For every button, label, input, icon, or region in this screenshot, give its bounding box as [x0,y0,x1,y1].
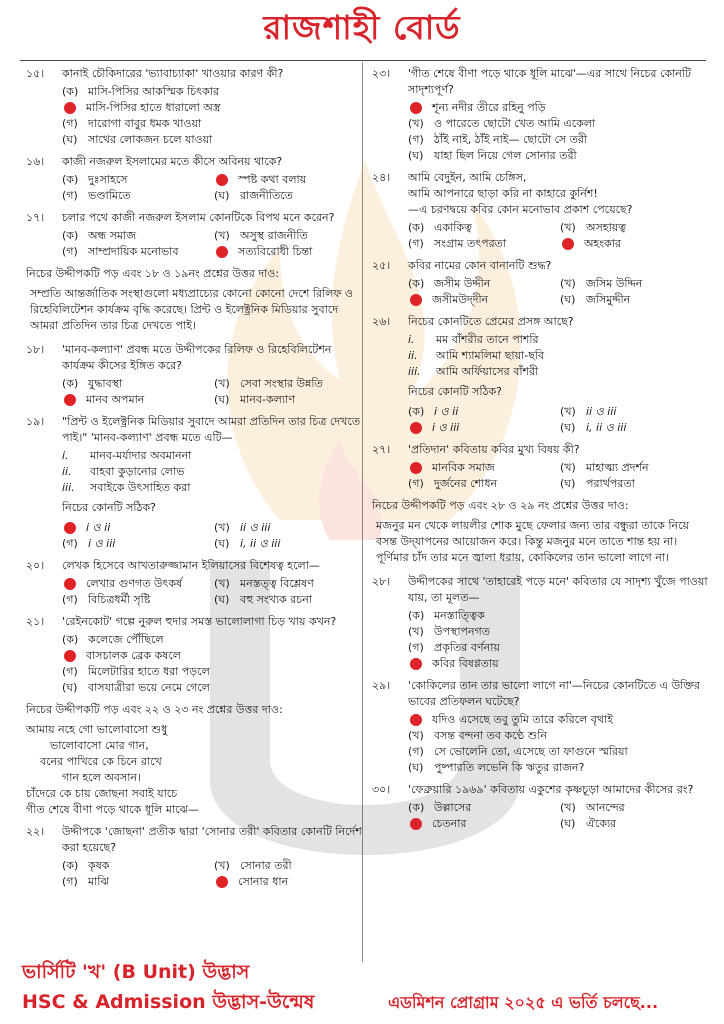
answer-marker-icon [216,876,228,888]
options-27 [372,460,712,492]
question-number: ২৬। [372,315,391,328]
option-a[interactable]: (ক) যুদ্ধাবস্থা [62,377,123,390]
option-a[interactable]: (ক) i ও ii [408,405,459,418]
options-16 [26,172,366,204]
option-b[interactable]: (খ) অসহায়ত্ব [560,221,627,234]
question-number: ২৩। [372,67,391,80]
question-number: ২০। [26,559,45,572]
stimulus-poem [26,722,366,818]
question-poem [408,170,712,218]
option-a[interactable]: (ক) দুঃসাহসে [62,173,128,186]
question-21 [26,614,366,630]
stimulus-instruction: নিচের উদ্দীপকটি পড় এবং ২২ ও ২৩ নং প্রশ্নের উত্তর দাও: [26,703,283,716]
option-b[interactable]: (খ) মাহাত্ম্য প্রদর্শন [560,461,649,474]
roman-item: ii. বাহবা কুড়ানোর লোভ [62,465,185,478]
option-b[interactable]: স্পষ্ট কথা বলায় [214,172,366,188]
option-c[interactable]: মানব অপমান [62,392,214,408]
footer-brand-label: HSC & Admission উদ্ভাস-উন্মেষ [22,991,315,1013]
answer-marker-icon [216,174,228,186]
question-number: ২৪। [372,171,391,184]
options-15 [26,84,366,148]
option-a[interactable]: (ক) অন্ধ সমাজ [62,229,137,242]
left-column [26,66,366,896]
option-c[interactable]: (গ) মিলেটারির হাতে ধরা পড়লে [62,665,210,678]
question-text: 'প্রতিদান' কবিতায় কবির মুখ্য বিষয় কী? [408,443,580,456]
question-number: ২৯। [372,679,391,692]
question-24 [372,170,712,218]
option-c[interactable]: (গ) সংগ্রাম তৎপরতা [408,237,507,250]
option-a[interactable]: (ক) একাকিত্ব [408,221,472,234]
question-25 [372,258,712,274]
question-text: 'ফেব্রুয়ারি ১৯৬৯' কবিতায় একুশের কৃষ্ণচূড়া আমাদের কীসের রং? [408,783,694,796]
roman-item: ii. আমি শ্যামলিমা ছায়া-ছবি [408,349,545,362]
question-number: ২৫। [372,259,391,272]
option-d[interactable]: (ঘ) i, ii ও iii [214,537,281,550]
answer-marker-icon [410,462,422,474]
question-number: ২৮। [372,575,391,588]
poem-line: গান হলে অবসান। [62,771,141,784]
question-20 [26,558,366,574]
options-22 [26,858,366,890]
options-24 [372,220,712,252]
question-text: —এ চরণদ্বয়ে কবির কোন মনোভাব প্রকাশ পেয়েছে? [408,203,633,216]
option-d[interactable]: (ঘ) i, ii ও iii [560,421,627,434]
answer-marker-icon [216,246,228,258]
option-c[interactable]: (গ) দারোগা বাবুর ধমক খাওয়া [62,117,202,130]
option-c[interactable]: চেতনার [408,816,560,832]
question-number: ২১। [26,615,45,628]
question-19 [26,414,366,446]
options-28 [372,608,712,672]
footer-admission-notice: এডমিশন প্রোগ্রাম ২০২৫ এ ভর্তি চলছে... [388,993,659,1012]
question-text: চলার পথে কাজী নজরুল ইসলাম কোনটিকে বিপথ মনে করেন? [62,211,335,224]
page-title: রাজশাহী বোর্ড [263,8,461,47]
option-b[interactable]: (খ) সেবা সংস্থার উন্নতি [214,377,323,390]
question-23 [372,66,712,98]
which-correct-label: নিচের কোনটি সঠিক? [408,385,502,398]
option-d[interactable]: (ঘ) বহু সংখ্যক রচনা [214,593,312,606]
question-text: লেখক হিসেবে আখতারুজ্জামান ইলিয়াসের বিশেষত্ব হলো— [62,559,320,572]
option-b[interactable]: (খ) অসুস্থ রাজনীতি [214,229,308,242]
option-c[interactable]: i ও iii [408,420,560,436]
options-29 [372,712,712,776]
option-d[interactable]: সত্যবিরোধী চিন্তা [214,244,366,260]
option-c[interactable]: (গ) বিচিত্রধর্মী সৃষ্টি [62,593,151,606]
question-text: কাজী নজরুল ইসলামের মতে কীসে অবিনয় থাকে? [62,155,283,168]
option-d[interactable]: (ঘ) ঐক্যের [560,817,617,830]
option-a[interactable]: (ক) কলেজে পৌঁছিলে [62,633,164,646]
question-text: 'গীত শেষে বীণা পড়ে থাকে ধূলি মাঝে'—এর সাথে নিচের কোনটি সাদৃশ্যপূর্ণ? [408,67,692,96]
question-number: ১৫। [26,67,45,80]
option-b[interactable]: বাসচালক ব্রেক কষলে [62,648,366,664]
option-d[interactable]: (ঘ) মানব-কল্যাণ [214,393,295,406]
option-a[interactable]: (ক) জসীম উদ্দীন [408,277,491,290]
option-c[interactable]: (গ) ভণ্ডামিতে [62,189,131,202]
option-c[interactable]: জসীমউদ্‌দীন [408,292,560,308]
option-d[interactable]: কবির বিষণ্ণতায় [408,656,712,672]
question-29 [372,678,712,710]
option-c[interactable]: (গ) সে ভোলেনি তো, এসেছে তা ফাগুনে স্মরিয়া [408,745,628,758]
poem-line: আমায় নহে গো ভালোবাসো শুধু [26,723,168,736]
option-a[interactable]: লেখার গুণগত উৎকর্ষ [62,576,214,592]
question-text: 'রেইনকোট' গল্পে নুরুল হুদার সমস্ত ভালোলাগা চিড় খায় কখন? [62,615,337,628]
option-b[interactable]: মাসি-পিসির হাতে ধারালো অস্ত্র [62,100,366,116]
right-column [372,66,712,838]
answer-marker-icon [562,238,574,250]
roman-item: iii. সবাইকে উৎসাহিত করা [62,481,191,494]
question-17 [26,210,366,226]
which-correct-label: নিচের কোনটি সঠিক? [62,501,156,514]
options-18 [26,376,366,408]
option-a[interactable]: যদিও এসেছে তবু তুমি তারে করিলে বৃথাই [408,712,712,728]
question-text: উদ্দীপকের সাথে 'তাহারেই পড়ে মনে' কবিতার যে সাদৃশ্য খুঁজে পাওয়া যায়, তা মূলত— [408,575,708,604]
option-b[interactable]: (খ) মনস্তত্ত্ব বিশ্লেষণ [214,577,314,590]
question-text: নিচের কোনটিতে প্রেমের প্রসঙ্গ আছে? [408,315,574,328]
options-21 [26,632,366,696]
option-c[interactable]: (গ) সাম্প্রদায়িক মনোভাব [62,245,179,258]
answer-marker-icon [64,394,76,406]
question-28 [372,574,712,606]
question-text: 'মানব-কল্যাণ' প্রবন্ধ মতে উদ্দীপকের রিলিফ ও রিহেবিলিটেশন কার্যক্রম কীসের ইঙ্গিত করে? [62,343,332,372]
answer-marker-icon [64,102,76,114]
roman-item: iii. আমি অর্ফিয়াসের বাঁশরী [408,365,539,378]
option-c[interactable]: (গ) ঠাঁই নাই, ঠাঁই নাই— ছোটো সে তরী [408,133,588,146]
option-d[interactable]: অহংকার [560,236,712,252]
option-a[interactable]: i ও ii [62,520,214,536]
roman-item: i. মানব-মর্যাদার অবমাননা [62,449,192,462]
poem-line: আমি বেদুইন, আমি চেঙ্গিস, [408,171,527,184]
question-text: উদ্দীপকে 'জোছনা' প্রতীক দ্বারা 'সোনার তরী' কবিতার কোনটি নির্দেশ করা হয়েছে? [62,825,362,854]
question-number: ১৭। [26,211,45,224]
options-23 [372,100,712,164]
title-divider [20,60,706,61]
option-b[interactable]: (খ) ও পারেতে ছোটো খেত আমি একেলা [408,117,596,130]
question-18 [26,342,366,374]
question-22 [26,824,366,856]
option-a[interactable]: শূন্য নদীর তীরে রহিনু পড়ি [408,100,712,116]
option-c[interactable]: (গ) দুর্জনের শোধন [408,477,498,490]
roman-item: i. মম বাঁশরীর তানে পাশরি [408,333,539,346]
option-c[interactable]: (গ) প্রকৃতির বর্ণনায় [408,641,500,654]
options-26 [372,404,712,436]
option-d[interactable]: (ঘ) জসিমুদ্দীন [560,293,631,306]
stimulus-instruction: নিচের উদ্দীপকটি পড় এবং ২৮ ও ২৯ নং প্রশ্নের উত্তর দাও: [372,499,629,512]
answer-marker-icon [410,422,422,434]
options-19 [26,520,366,552]
option-a[interactable]: (ক) উল্লাসের [408,801,472,814]
question-number: ১৬। [26,155,45,168]
poem-line: গীত শেষে বীণা পড়ে থাকে ধূলি মাঝে— [26,803,199,816]
answer-marker-icon [410,818,422,830]
footer-program-label: ভার্সিটি 'খ' (B Unit) উদ্ভাস [22,961,250,983]
option-b[interactable]: (খ) সোনার তরী [214,859,292,872]
answer-marker-icon [64,578,76,590]
option-b[interactable]: (খ) উপস্থাপনগত [408,625,491,638]
question-number: ২২। [26,825,45,838]
option-a[interactable]: (ক) মাসি-পিসির আকস্মিক চিৎকার [62,85,219,98]
question-text: 'কোকিলের তান তার ভালো লাগে না'—নিচের কোনটিতে এ উক্তির ভাবের প্রতিফলন ঘটেছে? [408,679,701,708]
option-b[interactable]: (খ) ii ও iii [560,405,617,418]
option-b[interactable]: (খ) বসন্ত বন্দনা তব কণ্ঠে শুনি [408,729,547,742]
option-b[interactable]: (খ) আনন্দের [560,801,625,814]
option-b[interactable]: (খ) জসিম উদ্দিন [560,277,643,290]
answer-marker-icon [410,102,422,114]
stimulus-instruction: নিচের উদ্দীপকটি পড় এবং ১৮ ও ১৯নং প্রশ্নের উত্তর দাও: [26,267,280,280]
poem-line: ভালোবাসো মোর গান, [50,739,149,752]
answer-marker-icon [410,714,422,726]
options-25 [372,276,712,308]
option-a[interactable]: (ক) মনস্তাত্ত্বিক [408,609,485,622]
options-30 [372,800,712,832]
poem-line: আমি আপনারে ছাড়া করি না কাহারে কুর্নিশ! [408,187,598,200]
option-d[interactable]: সোনার ধান [214,874,366,890]
option-a[interactable]: মানবিক সমাজ [408,460,560,476]
options-20 [26,576,366,608]
option-c[interactable]: (গ) i ও iii [62,537,116,550]
answer-marker-icon [410,658,422,670]
options-17 [26,228,366,260]
question-text: কবির নামের কোন বানানটি শুদ্ধ? [408,259,552,272]
option-d[interactable]: (ঘ) বাসযাত্রীরা ভয়ে নেমে গেলে [62,681,211,694]
question-number: ১৮। [26,343,45,356]
option-d[interactable]: (ঘ) রাজনীতিতে [214,189,293,202]
question-16 [26,154,366,170]
answer-marker-icon [64,650,76,662]
question-26 [372,314,712,330]
question-number: ১৯। [26,415,45,428]
question-number: ২৭। [372,443,391,456]
question-text: কানাই চৌকিদারের 'ভ্যাবাচ্যাকা' খাওয়ার কারণ কী? [62,67,284,80]
question-15 [26,66,366,82]
option-d[interactable]: (ঘ) পরার্থপরতা [560,477,635,490]
stimulus-passage: মজনুর মন থেকে লায়লীর শোক মুছে ফেলার জন্য তার বন্ধুরা তাকে নিয়ে বসন্ত উদ্‌যাপনের আয়োজন করে। কিন্তু মজনুর মনে তাতে শান্ত হয় না। পূর্ণিমার চাঁদ তার মনে জ্বালা ধরায়, কোকিলের তান ভালো লাগে না। [376,519,689,564]
question-30 [372,782,712,798]
option-c[interactable]: (গ) মাঝি [62,875,109,888]
option-d[interactable]: (ঘ) পুষ্পারতি লভেনি কি ঋতুর রাজন? [408,761,585,774]
stimulus-passage: সম্প্রতি আন্তর্জাতিক সংস্থাগুলো মধ্যপ্রাচ্যের কোনো কোনো দেশে রিলিফ ও রিহেবিলিটেশন কার্যক্রম বৃদ্ধি করেছে। প্রিন্ট ও ইলেক্ট্রনিক মিডিয়ার সুবাদে আমরা প্রতিদিন তার চিত্র দেখতে পাই। [30,287,354,332]
answer-marker-icon [410,294,422,306]
question-number: ৩০। [372,783,391,796]
option-b[interactable]: (খ) ii ও iii [214,521,271,534]
question-text: "প্রিন্ট ও ইলেক্ট্রনিক মিডিয়ার সুবাদে আমরা প্রতিদিন তার চিত্র দেখতে পাই।" 'মানব-কল্যাণ' প্রবন্ধ মতে এটি— [62,415,361,444]
option-d[interactable]: (ঘ) সাথের লোকজন চলে যাওয়া [62,133,213,146]
option-a[interactable]: (ক) কৃষক [62,859,110,872]
question-27 [372,442,712,458]
poem-line: চাঁদেরে কে চায় জোছনা সবাই যাচে [26,787,178,800]
option-d[interactable]: (ঘ) যাহা ছিল নিয়ে গেল সোনার তরী [408,149,577,162]
answer-marker-icon [64,522,76,534]
poem-line: বনের পাখিরে কে চিনে রাখে [40,755,162,768]
